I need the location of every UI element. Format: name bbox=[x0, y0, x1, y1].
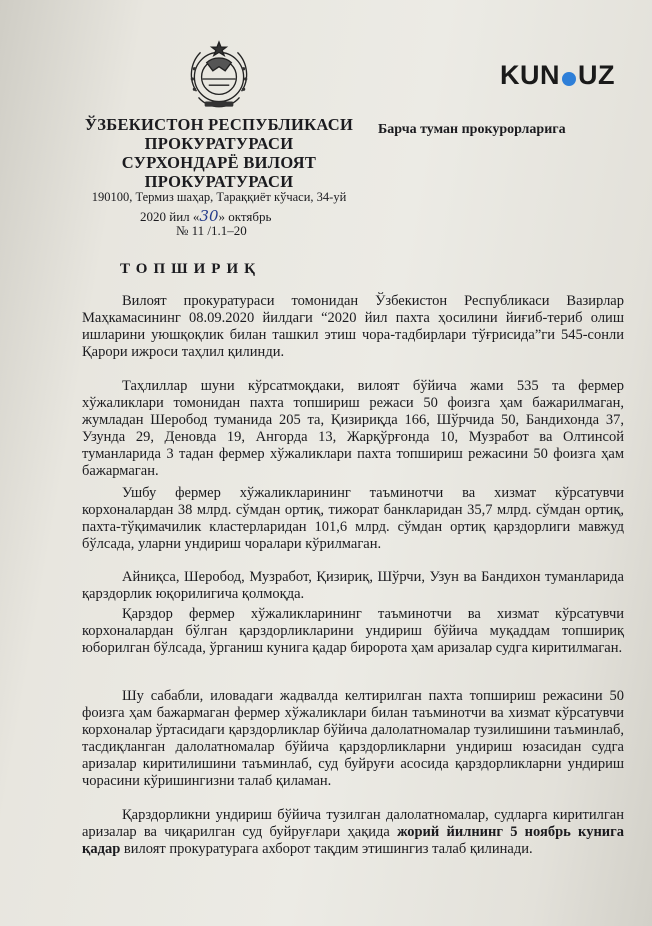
org-line: ПРОКУРАТУРАСИ bbox=[144, 172, 294, 191]
date-day-handwritten: 30 bbox=[199, 207, 219, 225]
paragraph-deadline bbox=[82, 807, 624, 858]
deadline-text-before: Қарздорликни ундириш бўйича тузилган далолатномалар, судларга киритилган аризалар ва чиқарилган суд буйруғлари ҳақида bbox=[82, 807, 624, 840]
paragraph-analysis-results: Таҳлиллар шуни кўрсатмоқдаки, вилоят бўйича жами 535 та фермер хўжаликлари томонидан пахта топшириш режаси 50 фоизга ҳам бажарилмаган, жумладан Шеробод туманида 205 та, Қизириқда 166, Шўрчида 50, Бандихонда 37, Узунда 29, Деновда 19, Ангорда 13, Жарқўрғонда 10, Музработ ва Олтинсой туманларида 3 тадан фермер хўжаликлари пахта топшириш режасини 50 фоизга ҳам бажармаган. bbox=[82, 378, 624, 479]
deadline-date-bold: жорий йилнинг 5 ноябрь кунига қадар bbox=[82, 823, 624, 857]
recipient-line: Барча туман прокурорларига bbox=[378, 122, 566, 137]
org-line: ПРОКУРАТУРАСИ bbox=[144, 134, 294, 153]
org-line: ЎЗБЕКИСТОН РЕСПУБЛИКАСИ bbox=[84, 115, 354, 134]
date-prefix: 2020 йил « bbox=[140, 209, 200, 224]
date-suffix: » октябрь bbox=[218, 209, 272, 224]
org-line: СУРХОНДАРЁ ВИЛОЯТ bbox=[121, 153, 317, 172]
logo-text-right: UZ bbox=[578, 59, 615, 90]
logo-text-left: KUN bbox=[500, 59, 560, 90]
logo-dot-icon bbox=[562, 72, 576, 86]
organization-address: 190100, Термиз шаҳар, Тараққиёт кўчаси, 34-уй bbox=[91, 190, 347, 204]
document-title: ТОПШИРИҚ bbox=[120, 261, 261, 277]
paragraph-analysis-intro: Вилоят прокуратураси томонидан Ўзбекистон Республикаси Вазирлар Маҳкамасининг 08.09.2020 йилдаги “2020 йил пахта ҳосилини йиғиб-териб олиш ишларини уюшқоқлик билан ташкил этиш чора-тадбирлари тўғрисида”ги 545-сонли Қарори ижроси таҳлил қилинди. bbox=[82, 293, 624, 360]
document-number: № 11 /1.1–20 bbox=[176, 223, 247, 238]
kun-uz-watermark-logo bbox=[500, 60, 615, 90]
paragraph-no-claims: Қарздор фермер хўжаликларининг таъминотчи ва хизмат кўрсатувчи корхоналардан бўлган қарздорликларини ундириш бўйича муқаддам топшириқ юборилган бўлсада, ўрганиш кунига қадар биророта ҳам аризалар судга киритилмаган. bbox=[82, 606, 624, 656]
deadline-text-after: вилоят прокуратурага ахборот тақдим этишингиз талаб қилинади. bbox=[120, 840, 533, 857]
organization-name bbox=[84, 115, 354, 191]
paragraph-debts: Ушбу фермер хўжаликларининг таъминотчи ва хизмат кўрсатувчи корхоналардан 38 млрд. сўмдан ортиқ, тижорат банкларидан 35,7 млрд. сўмдан ортиқ, пахта-тўқимачилик кластерларидан 101,6 млрд. сўмдан ортиқ қарздорлиги мавжуд бўлсада, уларни ундириш чоралари кўрилмаган. bbox=[82, 485, 624, 552]
state-emblem-icon bbox=[178, 38, 260, 120]
paragraph-instructions: Шу сабабли, иловадаги жадвалда келтирилган пахта топшириш режасини 50 фоизга ҳам бажармаган фермер хўжаликлари билан таъминотчи ва хизмат кўрсатувчи корхоналар ўртасидаги қарздорликлар бўйича далолатномалар тузилишини таъминлаб, тасдиқланган далолатномалар бўйича қарздорликларни ундириш юзасидан судга аризалар киритилишини таъминлаб, суд буйруғи асосида қарздорликларни ундириш чорасини кўришингизни талаб қиламан. bbox=[82, 688, 624, 789]
paragraph-districts: Айниқса, Шеробод, Музработ, Қизириқ, Шўрчи, Узун ва Бандихон туманларида қарздорлик юқорилигича қолмоқда. bbox=[82, 569, 624, 602]
